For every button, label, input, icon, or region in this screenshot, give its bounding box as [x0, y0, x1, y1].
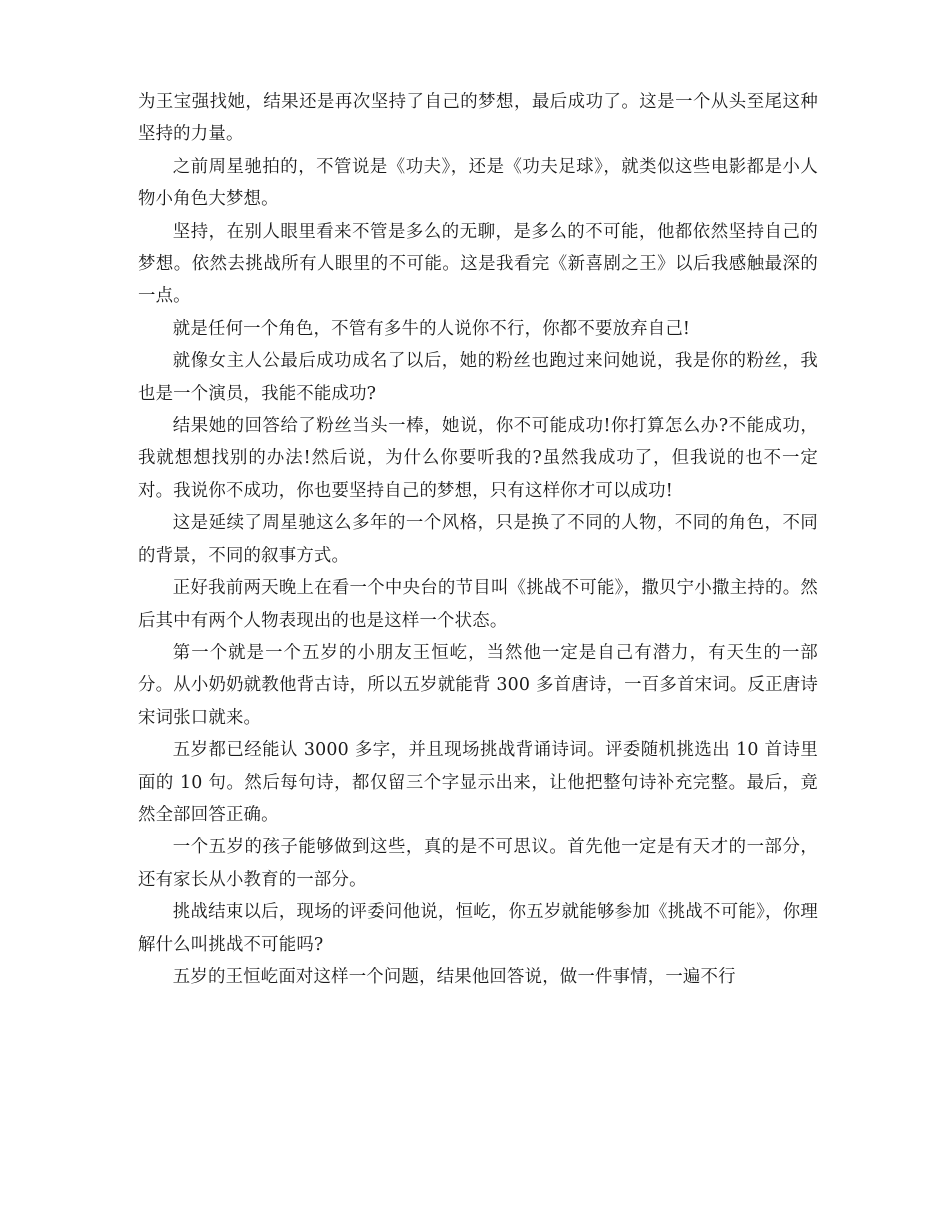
- paragraph-5: 就像女主人公最后成功成名了以后，她的粉丝也跑过来问她说，我是你的粉丝，我也是一个演员，我能不能成功?: [138, 351, 818, 404]
- paragraph-13: 五岁的王恒屹面对这样一个问题，结果他回答说，做一件事情，一遍不行: [172, 966, 736, 987]
- paragraph-9: 第一个就是一个五岁的小朋友王恒屹，当然他一定是自己有潜力，有天生的一部分。从小奶奶就教他背古诗，所以五岁就能背 300 多首唐诗，一百多首宋词。反正唐诗宋词张口就来。: [138, 642, 818, 728]
- paragraph-4: 就是任何一个角色，不管有多牛的人说你不行，你都不要放弃自己!: [172, 318, 691, 339]
- document-page: [138, 86, 818, 993]
- paragraph-11: 一个五岁的孩子能够做到这些，真的是不可思议。首先他一定是有天才的一部分，还有家长从小教育的一部分。: [138, 837, 818, 890]
- paragraph-10: 五岁都已经能认 3000 多字，并且现场挑战背诵诗词。评委随机挑选出 10 首诗里面的 10 句。然后每句诗，都仅留三个字显示出来，让他把整句诗补充完整。最后，竟然全部回答正确。: [138, 740, 818, 825]
- paragraph-8: 正好我前两天晚上在看一个中央台的节目叫《挑战不可能》，撒贝宁小撒主持的。然后其中有两个人物表现出的也是这样一个状态。: [138, 578, 818, 631]
- paragraph-1: 为王宝强找她，结果还是再次坚持了自己的梦想，最后成功了。这是一个从头至尾这种坚持的力量。: [138, 92, 818, 145]
- paragraph-6: 结果她的回答给了粉丝当头一棒，她说，你不可能成功!你打算怎么办?不能成功，我就想想找别的办法!然后说，为什么你要听我的?虽然我成功了，但我说的也不一定对。我说你不成功，你也要坚持自己的梦想，只有这样你才可以成功!: [138, 416, 818, 501]
- paragraph-3: 坚持，在别人眼里看来不管是多么的无聊，是多么的不可能，他都依然坚持自己的梦想。依然去挑战所有人眼里的不可能。这是我看完《新喜剧之王》以后我感触最深的一点。: [138, 221, 818, 307]
- paragraph-12: 挑战结束以后，现场的评委问他说，恒屹，你五岁就能够参加《挑战不可能》，你理解什么叫挑战不可能吗?: [138, 902, 818, 955]
- paragraph-2: 之前周星驰拍的，不管说是《功夫》，还是《功夫足球》，就类似这些电影都是小人物小角色大梦想。: [138, 156, 818, 210]
- paragraph-7: 这是延续了周星驰这么多年的一个风格，只是换了不同的人物，不同的角色，不同的背景，不同的叙事方式。: [138, 513, 818, 566]
